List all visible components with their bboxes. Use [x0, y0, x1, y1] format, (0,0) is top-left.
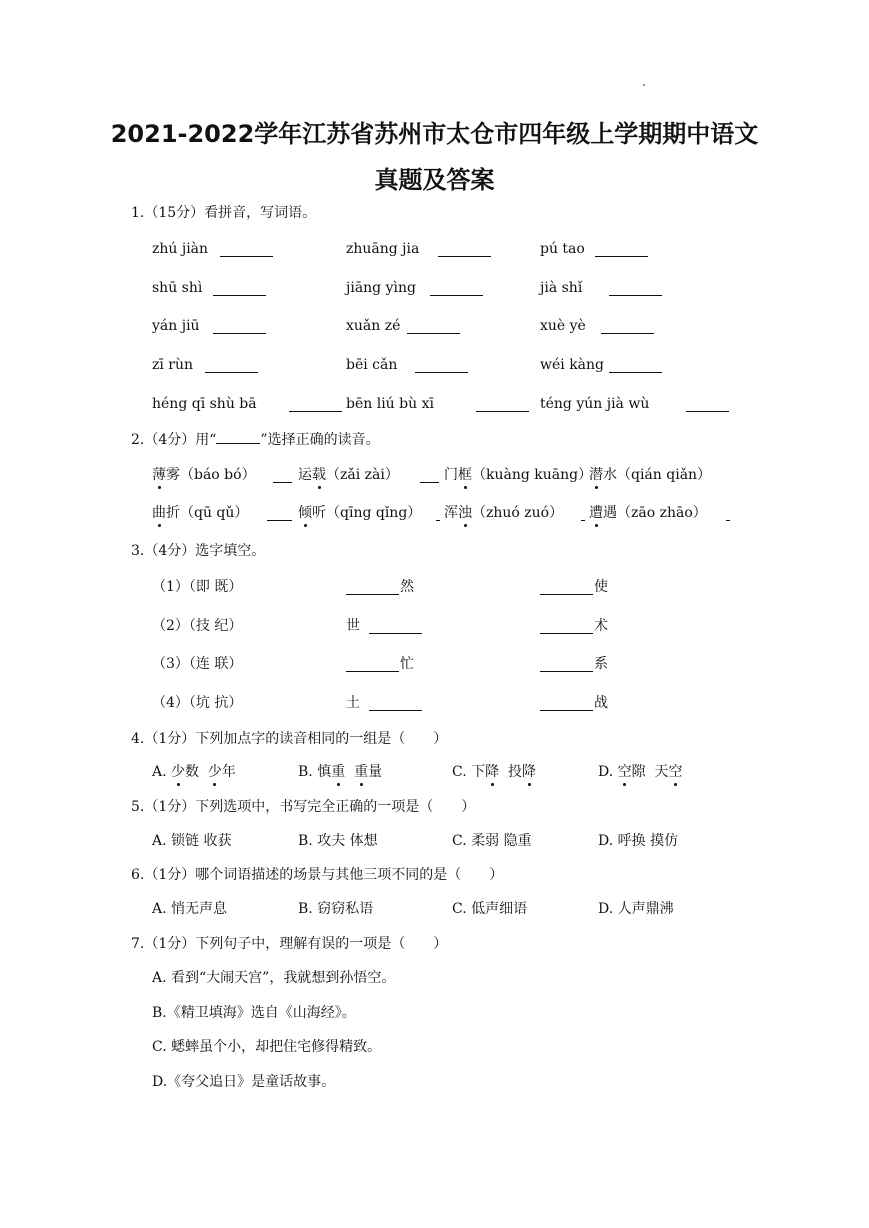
q2-item: 曲折（qū qǔ）: [152, 505, 249, 521]
answer-blank[interactable]: [369, 710, 422, 711]
answer-blank[interactable]: [581, 520, 585, 521]
pinyin-item: bēn liú bù xī: [346, 396, 434, 412]
scan-dot: [643, 84, 645, 86]
answer-blank[interactable]: [540, 594, 593, 595]
q7-option-c[interactable]: C. 蟋蟀虽个小，却把住宅修得精致。: [152, 1039, 382, 1055]
pinyin-item: yán jiū: [152, 318, 200, 334]
answer-blank[interactable]: [595, 256, 648, 257]
underline-sample: [216, 430, 260, 444]
pinyin-item: shū shì: [152, 280, 203, 296]
answer-blank[interactable]: [346, 594, 399, 595]
answer-blank[interactable]: [289, 411, 342, 412]
title-line-2: 真题及答案: [374, 166, 495, 194]
q4-option-c[interactable]: C. 下降 投降: [452, 764, 537, 780]
q6-option-c[interactable]: C. 低声细语: [452, 901, 528, 917]
q7-option-d[interactable]: D.《夸父追日》是童话故事。: [152, 1074, 336, 1090]
pinyin-item: zhú jiàn: [152, 241, 209, 257]
q2-item: 薄雾（báo bó）: [152, 467, 256, 483]
q2-item: 潜水（qián qiǎn）: [589, 467, 712, 483]
q4-stem: 4.（1分）下列加点字的读音相同的一组是（ ）: [131, 731, 448, 747]
pinyin-item: xuǎn zé: [346, 318, 401, 334]
q2-item: 门框（kuàng kuāng）: [444, 467, 593, 483]
q3-label: （3）（连 联）: [152, 656, 243, 672]
answer-blank[interactable]: [540, 633, 593, 634]
q3-char: 然: [400, 579, 414, 595]
pinyin-item: xuè yè: [540, 318, 586, 334]
q5-option-d[interactable]: D. 呼换 摸仿: [598, 833, 679, 849]
pinyin-item: wéi kàng: [540, 357, 605, 373]
q2-item: 倾听（qīng qǐng）: [298, 505, 422, 521]
answer-blank[interactable]: [609, 295, 662, 296]
pinyin-item: zhuāng jia: [346, 241, 420, 257]
q4-option-d[interactable]: D. 空隙 天空: [598, 764, 683, 780]
q7-option-a[interactable]: A. 看到“大闹天宫”，我就想到孙悟空。: [152, 970, 396, 986]
q3-char: 世: [346, 618, 360, 634]
pinyin-item: héng qī shù bā: [152, 396, 257, 412]
pinyin-item: pú tao: [540, 241, 585, 257]
q3-label: （2）（技 纪）: [152, 618, 243, 634]
answer-blank[interactable]: [415, 372, 468, 373]
answer-blank[interactable]: [540, 671, 593, 672]
answer-blank[interactable]: [430, 295, 483, 296]
answer-blank[interactable]: [601, 333, 654, 334]
answer-blank[interactable]: [436, 520, 440, 521]
title-line-1: 2021-2022学年江苏省苏州市太仓市四年级上学期期中语文: [110, 120, 759, 148]
answer-blank[interactable]: [369, 633, 422, 634]
answer-blank[interactable]: [540, 710, 593, 711]
answer-blank[interactable]: [205, 372, 258, 373]
q2-stem: 2.（4分）用“ ”选择正确的读音。: [131, 432, 380, 448]
q3-char: 系: [594, 656, 608, 672]
q5-option-a[interactable]: A. 锁链 收获: [152, 833, 232, 849]
q3-char: 土: [346, 695, 360, 711]
pinyin-item: téng yún jià wù: [540, 396, 650, 412]
answer-blank[interactable]: [346, 671, 399, 672]
q1-stem: 1.（15分）看拼音，写词语。: [131, 205, 317, 221]
q6-option-b[interactable]: B. 窃窃私语: [298, 901, 374, 917]
q6-option-d[interactable]: D. 人声鼎沸: [598, 901, 674, 917]
q3-label: （4）（坑 抗）: [152, 695, 243, 711]
pinyin-item: zī rùn: [152, 357, 194, 373]
answer-blank[interactable]: [609, 372, 662, 373]
q6-stem: 6.（1分）哪个词语描述的场景与其他三项不同的是（ ）: [131, 867, 504, 883]
pinyin-item: jià shǐ: [540, 280, 583, 296]
answer-blank[interactable]: [686, 411, 729, 412]
q7-stem: 7.（1分）下列句子中，理解有误的一项是（ ）: [131, 936, 448, 952]
q5-option-c[interactable]: C. 柔弱 隐重: [452, 833, 532, 849]
q6-option-a[interactable]: A. 悄无声息: [152, 901, 228, 917]
answer-blank[interactable]: [267, 520, 292, 521]
q5-option-b[interactable]: B. 攻夫 体想: [298, 833, 378, 849]
answer-blank[interactable]: [220, 256, 273, 257]
answer-blank[interactable]: [407, 333, 460, 334]
pinyin-item: bēi cǎn: [346, 357, 398, 373]
q5-stem: 5.（1分）下列选项中，书写完全正确的一项是（ ）: [131, 799, 476, 815]
answer-blank[interactable]: [438, 256, 491, 257]
answer-blank[interactable]: [476, 411, 529, 412]
q3-char: 术: [594, 618, 608, 634]
q2-item: 浑浊（zhuó zuó）: [444, 505, 564, 521]
answer-blank[interactable]: [726, 520, 730, 521]
q3-stem: 3.（4分）选字填空。: [131, 543, 266, 559]
q2-item: 运载（zǎi zài）: [298, 467, 399, 483]
q7-option-b[interactable]: B.《精卫填海》选自《山海经》。: [152, 1005, 356, 1021]
q3-char: 使: [594, 579, 608, 595]
answer-blank[interactable]: [273, 482, 292, 483]
pinyin-item: jiāng yìng: [346, 280, 416, 296]
q3-label: （1）（即 既）: [152, 579, 243, 595]
q3-char: 战: [594, 695, 608, 711]
q2-item: 遭遇（zāo zhāo）: [589, 505, 707, 521]
q3-char: 忙: [400, 656, 414, 672]
answer-blank[interactable]: [213, 333, 266, 334]
answer-blank[interactable]: [420, 482, 439, 483]
q4-option-b[interactable]: B. 慎重 重量: [298, 764, 383, 780]
q4-option-a[interactable]: A. 少数 少年: [152, 764, 236, 780]
answer-blank[interactable]: [213, 295, 266, 296]
